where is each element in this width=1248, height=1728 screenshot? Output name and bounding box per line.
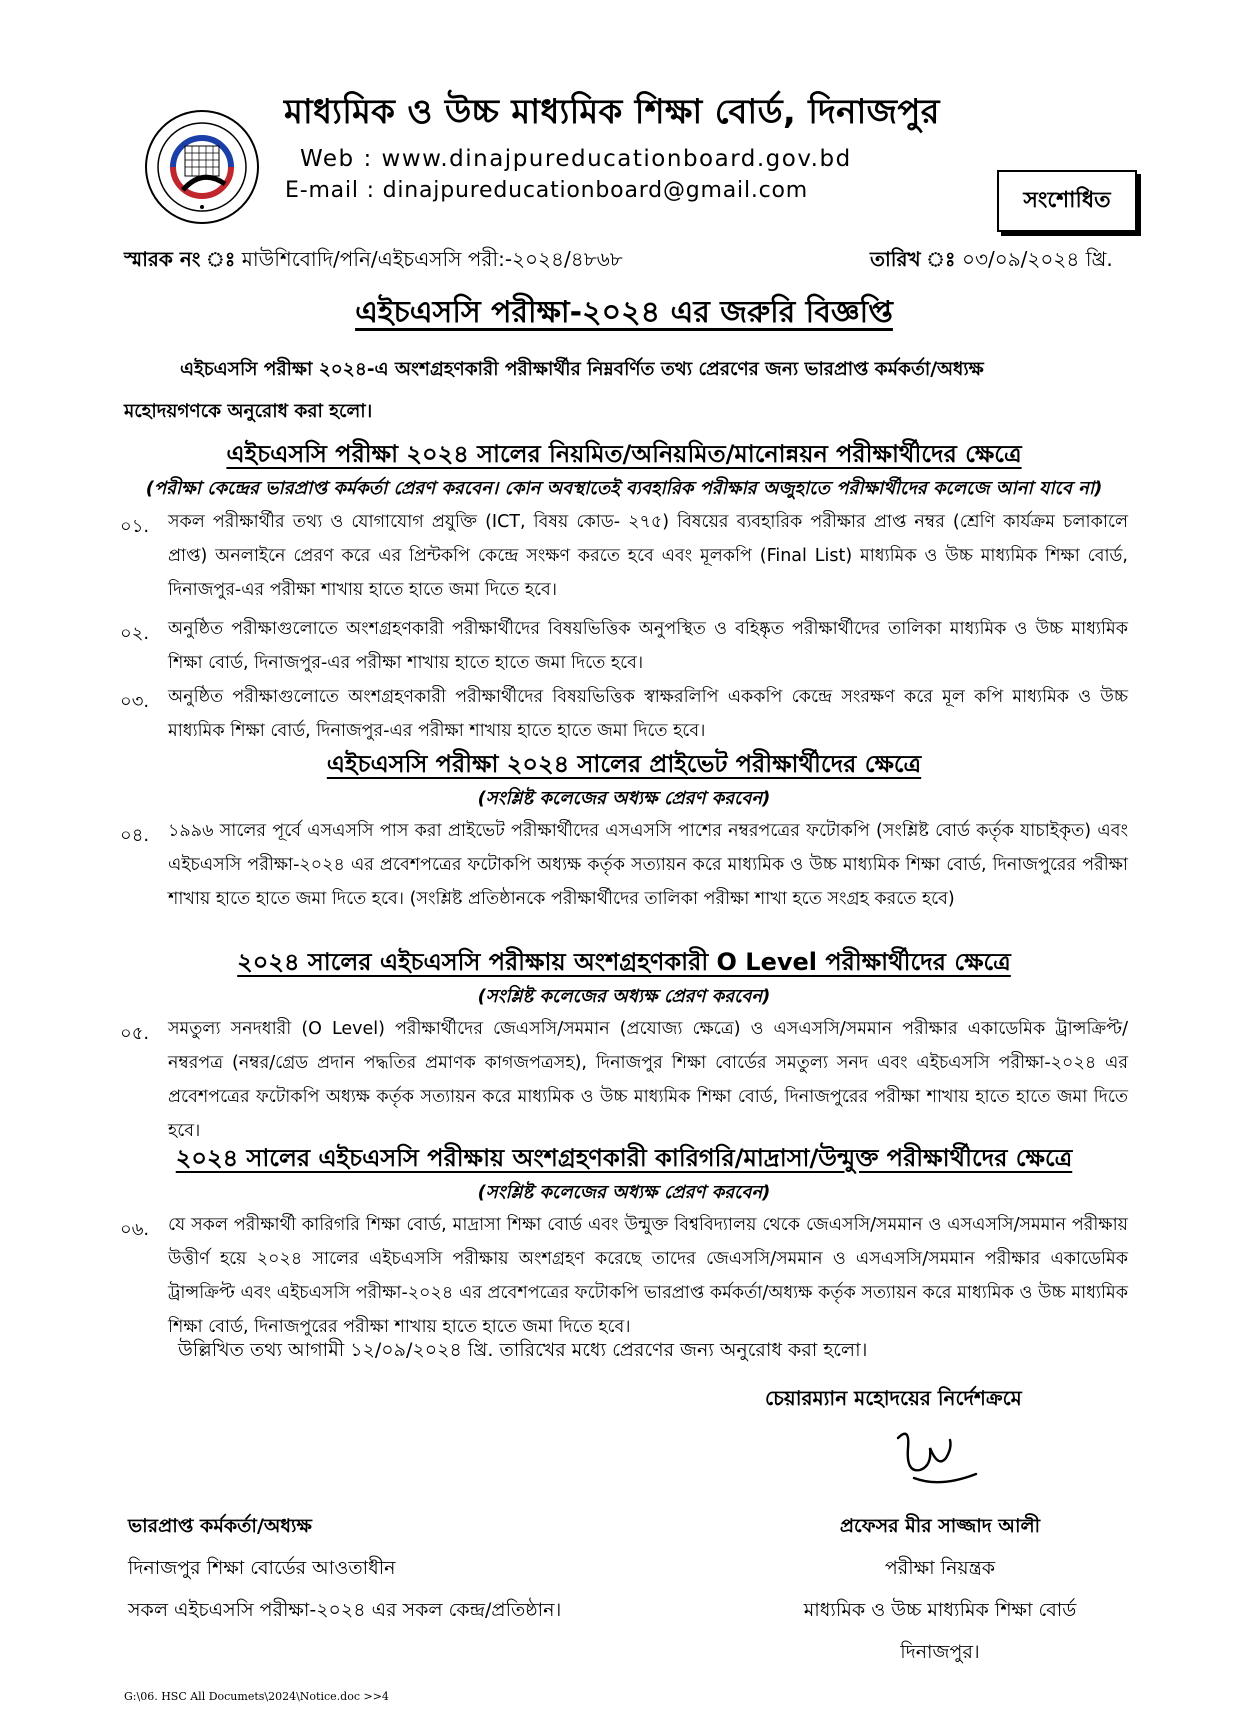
section-title: এইচএসসি পরীক্ষা ২০২৪ সালের নিয়মিত/অনিয়মিত/মানোন্নয়ন পরীক্ষার্থীদের ক্ষেত্রে bbox=[226, 440, 1022, 468]
section-note: (সংশ্লিষ্ট কলেজের অধ্যক্ষ প্রেরণ করবেন) bbox=[477, 788, 771, 809]
item-text: সমতুল্য সনদধারী (O Level) পরীক্ষার্থীদের জেএসসি/সমমান (প্রযোজ্য ক্ষেত্রে) ও এসএসসি/সমমান পরীক্ষার একাডেমিক ট্রান্সক্রিপ্ট/নম্বরপত্র (নম্বর/গ্রেড প্রদান পদ্ধতির প্রমাণক কাগজপত্রসহ), দিনাজপুর শিক্ষা বোর্ডের সমতুল্য সনদ এবং এইচএসসি পরীক্ষা-২০২৪ এর প্রবেশপত্রের ফটোকপি অধ্যক্ষ কর্তৃক সত্যায়ন করে মাধ্যমিক ও উচ্চ মাধ্যমিক শিক্ষা বোর্ড, দিনাজপুরের পরীক্ষা শাখায় হাতে হাতে জমা দিতে হবে। bbox=[168, 1019, 1128, 1141]
memo-label: স্মারক নং ঃ bbox=[124, 247, 236, 271]
website-line: Web : www.dinajpureducationboard.gov.bd bbox=[300, 146, 852, 172]
signer-org: মাধ্যমিক ও উচ্চ মাধ্যমিক শিক্ষা বোর্ড bbox=[803, 1599, 1077, 1621]
board-logo bbox=[143, 108, 261, 226]
section-title: ২০২৪ সালের এইচএসসি পরীক্ষায় অংশগ্রহণকারী কারিগরি/মাদ্রাসা/উন্মুক্ত পরীক্ষার্থীদের ক্ষেত্রে bbox=[175, 1144, 1073, 1172]
item-text: সকল পরীক্ষার্থীর তথ্য ও যোগাযোগ প্রযুক্তি (ICT, বিষয় কোড- ২৭৫) বিষয়ের ব্যবহারিক পরীক্ষার প্রাপ্ত নম্বর (শ্রেণি কার্যক্রম চলাকালে প্রাপ্ত) অনলাইনে প্রেরণ করে এর প্রিন্টকপি কেন্দ্রে সংক্ষণ করতে হবে এবং মূলকপি (Final List) মাধ্যমিক ও উচ্চ মাধ্যমিক শিক্ষা বোর্ড, দিনাজপুর-এর পরীক্ষা শাখায় হাতে হাতে জমা দিতে হবে। bbox=[168, 512, 1128, 600]
signer-name: প্রফেসর মীর সাজ্জাদ আলী bbox=[839, 1515, 1041, 1537]
by-order-line: চেয়ারম্যান মহোদয়ের নির্দেশক্রমে bbox=[765, 1386, 1022, 1410]
recipient-title: ভারপ্রাপ্ত কর্মকর্তা/অধ্যক্ষ bbox=[128, 1515, 312, 1537]
section-note: (সংশ্লিষ্ট কলেজের অধ্যক্ষ প্রেরণ করবেন) bbox=[477, 1182, 771, 1203]
closing-request: উল্লিখিত তথ্য আগামী ১২/০৯/২০২৪ খ্রি. তারিখের মধ্যে প্রেরণের জন্য অনুরোধ করা হলো। bbox=[178, 1339, 868, 1361]
signer-block bbox=[730, 1505, 1150, 1673]
section-note: (পরীক্ষা কেন্দ্রের ভারপ্রাপ্ত কর্মকর্তা প্রেরণ করবেন। কোন অবস্থাতেই ব্যবহারিক পরীক্ষার অজুহাতে পরীক্ষার্থীদের কলেজে আনা যাবে না) bbox=[145, 478, 1103, 499]
email-line: E-mail : dinajpureducationboard@gmail.com bbox=[285, 178, 809, 203]
item-number: ০২. bbox=[120, 623, 150, 644]
section-title: ২০২৪ সালের এইচএসসি পরীক্ষায় অংশগ্রহণকারী O Level পরীক্ষার্থীদের ক্ষেত্রে bbox=[237, 948, 1011, 976]
item-text: অনুষ্ঠিত পরীক্ষাগুলোতে অংশগ্রহণকারী পরীক্ষার্থীদের বিষয়ভিত্তিক অনুপস্থিত ও বহিষ্কৃত পরীক্ষার্থীদের তালিকা মাধ্যমিক ও উচ্চ মাধ্যমিক শিক্ষা বোর্ড, দিনাজপুর-এর পরীক্ষা শাখায় হাতে হাতে জমা দিতে হবে। bbox=[168, 619, 1128, 673]
section-note: (সংশ্লিষ্ট কলেজের অধ্যক্ষ প্রেরণ করবেন) bbox=[477, 986, 771, 1007]
intro-line-2: মহোদয়গণকে অনুরোধ করা হলো। bbox=[124, 401, 373, 422]
item-number: ০৬. bbox=[120, 1219, 150, 1240]
item-text: অনুষ্ঠিত পরীক্ষাগুলোতে অংশগ্রহণকারী পরীক্ষার্থীদের বিষয়ভিত্তিক স্বাক্ষরলিপি এককপি কেন্দ্রে সংরক্ষণ করে মূল কপি মাধ্যমিক ও উচ্চ মাধ্যমিক শিক্ষা বোর্ড, দিনাজপুর-এর পরীক্ষা শাখায় হাতে হাতে জমা দিতে হবে। bbox=[168, 687, 1128, 741]
signer-designation: পরীক্ষা নিয়ন্ত্রক bbox=[884, 1557, 996, 1579]
item-number: ০১. bbox=[120, 516, 150, 537]
memo-value: মাউশিবোদি/পনি/এইচএসসি পরী:-২০২৪/৪৮৬৮ bbox=[241, 247, 623, 271]
revised-badge: সংশোধিত bbox=[997, 170, 1137, 232]
recipient-block bbox=[128, 1505, 561, 1631]
recipient-line: দিনাজপুর শিক্ষা বোর্ডের আওতাধীন bbox=[128, 1557, 396, 1579]
item-text: যে সকল পরীক্ষার্থী কারিগরি শিক্ষা বোর্ড, মাদ্রাসা শিক্ষা বোর্ড এবং উন্মুক্ত বিশ্ববিদ্যালয় থেকে জেএসসি/সমমান ও এসএসসি/সমমান পরীক্ষায় উত্তীর্ণ হয়ে ২০২৪ সালের এইচএসসি পরীক্ষায় অংশগ্রহণ করেছে তাদের জেএসসি/সমমান ও এসএসসি/সমমান পরীক্ষার একাডেমিক ট্রান্সক্রিপ্ট এবং এইচএসসি পরীক্ষা-২০২৪ এর প্রবেশপত্রের ফটোকপি ভারপ্রাপ্ত কর্মকর্তা/অধ্যক্ষ কর্তৃক সত্যায়ন করে মাধ্যমিক ও উচ্চ মাধ্যমিক শিক্ষা বোর্ড, দিনাজপুরের পরীক্ষা শাখায় হাতে হাতে জমা দিতে হবে। bbox=[168, 1215, 1128, 1337]
signer-city: দিনাজপুর। bbox=[900, 1641, 980, 1663]
recipient-line: সকল এইচএসসি পরীক্ষা-২০২৪ এর সকল কেন্দ্র/প্রতিষ্ঠান। bbox=[128, 1599, 562, 1621]
item-number: ০৩. bbox=[120, 691, 150, 712]
section-title: এইচএসসি পরীক্ষা ২০২৪ সালের প্রাইভেট পরীক্ষার্থীদের ক্ষেত্রে bbox=[326, 750, 922, 778]
item-text: ১৯৯৬ সালের পূর্বে এসএসসি পাস করা প্রাইভেট পরীক্ষার্থীদের এসএসসি পাশের নম্বরপত্রের ফটোকপি (সংশ্লিষ্ট বোর্ড কর্তৃক যাচাইকৃত) এবং এইচএসসি পরীক্ষা-২০২৪ এর প্রবেশপত্রের ফটোকপি অধ্যক্ষ কর্তৃক সত্যায়ন করে মাধ্যমিক ও উচ্চ মাধ্যমিক শিক্ষা বোর্ড, দিনাজপুরের পরীক্ষা শাখায় হাতে হাতে জমা দিতে হবে। (সংশ্লিষ্ট প্রতিষ্ঠানকে পরীক্ষার্থীদের তালিকা পরীক্ষা শাখা হতে সংগ্রহ করতে হবে) bbox=[168, 821, 1128, 909]
memo-number bbox=[124, 245, 623, 278]
date-label: তারিখ ঃ bbox=[870, 247, 956, 271]
signature bbox=[880, 1418, 1000, 1498]
item-number: ০৪. bbox=[120, 825, 150, 846]
file-path-footer: G:\06. HSC All Documets\2024\Notice.doc >>4 bbox=[124, 1690, 389, 1703]
date-value: ০৩/০৯/২০২৪ খ্রি. bbox=[961, 247, 1113, 271]
notice-date bbox=[870, 245, 1113, 278]
notice-title: এইচএসসি পরীক্ষা-২০২৪ এর জরুরি বিজ্ঞপ্তি bbox=[355, 295, 893, 330]
board-name: মাধ্যমিক ও উচ্চ মাধ্যমিক শিক্ষা বোর্ড, দিনাজপুর bbox=[284, 92, 940, 132]
intro-line-1: এইচএসসি পরীক্ষা ২০২৪-এ অংশগ্রহণকারী পরীক্ষার্থীর নিম্নবর্ণিত তথ্য প্রেরণের জন্য ভারপ্রাপ্ত কর্মকর্তা/অধ্যক্ষ bbox=[180, 359, 984, 380]
item-number: ০৫. bbox=[120, 1023, 150, 1044]
